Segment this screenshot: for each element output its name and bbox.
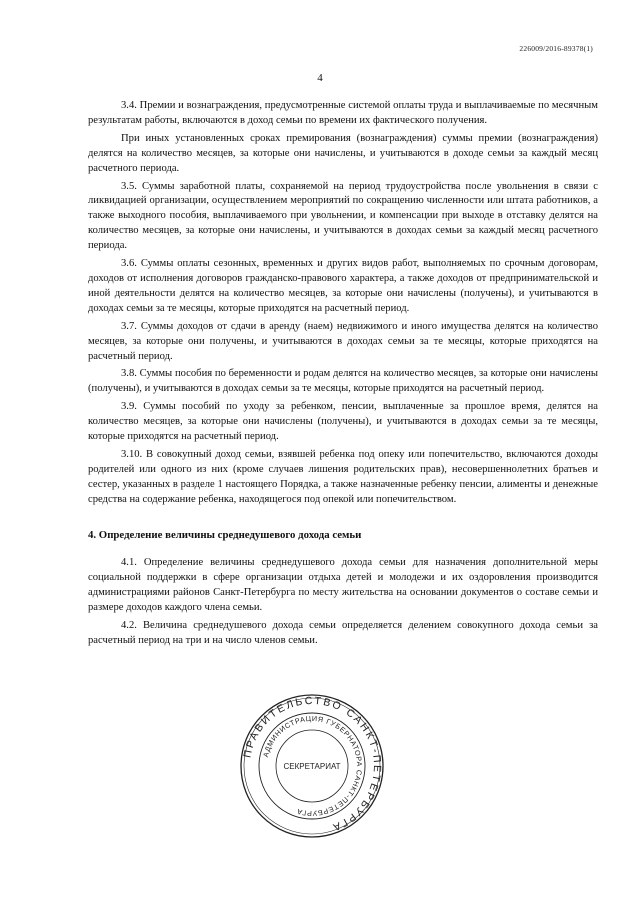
paragraph-3-9: 3.9. Суммы пособий по уходу за ребенком, пенсии, выплаченные за прошлое время, делятся на количество месяцев, за которые они начислены (получены), и учитываются в доходах семьи за те месяцы, которые приходятся на расчетный период. (88, 401, 598, 443)
paragraph-3-8: 3.8. Суммы пособия по беременности и родам делятся на количество месяцев, за которые они начислены (получены), и учитываются в доходах семьи за те месяцы, которые приходятся на расчетный период. (88, 368, 598, 395)
paragraph-4-2: 4.2. Величина среднедушевого дохода семьи определяется делением совокупного дохода семьи за расчетный период на три и на число членов семьи. (88, 620, 598, 646)
section-heading: 4. Определение величины среднедушевого дохода семьи (88, 528, 362, 541)
page-number: 4 (317, 72, 323, 84)
stamp-center-text: СЕКРЕТАРИАТ (283, 762, 341, 771)
paragraph-3-7: 3.7. Суммы доходов от сдачи в аренду (наем) недвижимого и иного имущества делятся на количество месяцев, за которые они получены, и учитываются в доходах семьи за те месяцы, которые приходятся на расчетный период. (88, 320, 598, 362)
stamp-outer-text: ПРАВИТЕЛЬСТВО САНКТ-ПЕТЕРБУРГА (241, 694, 384, 834)
document-id: 226009/2016-89378(1) (519, 44, 593, 53)
paragraph-3-10: 3.10. В совокупный доход семьи, взявшей ребенка под опеку или попечительство, включаются доходы родителей или одного из них (кроме случаев лишения родительских прав), несовершеннолетних братьев и сестер, указанных в разделе 1 настоящего Порядка, а также назначенные ребенку пенсии, алименты и денежные средства на содержание ребенка, находящегося под опекой или попечительством. (88, 448, 598, 505)
paragraph-3-5: 3.5. Суммы заработной платы, сохраняемой на период трудоустройства после увольнения в связи с ликвидацией организации, осуществлением мероприятий по сокращению численности или штата работников, а также выходного пособия, выплачиваемого при увольнении, и компенсации при выходе в отставку делятся на количество месяцев, за которые они начислены, и учитываются в доходах семьи за каждый месяц расчетного периода. (88, 180, 598, 252)
official-stamp (239, 693, 385, 839)
paragraph-4-1: 4.1. Определение величины среднедушевого дохода семьи для назначения дополнительной меры социальной поддержки в сфере организации отдыха детей и молодежи и их оздоровления производится администрациями районов Санкт-Петербурга по месту жительства на основании документов о составе семьи и размере доходов каждого члена семьи. (88, 557, 598, 614)
paragraph-3-4-extra: При иных установленных сроках премирования (вознаграждения) суммы премии (вознаграждения) делятся на количество месяцев, за которые они начислены, и учитываются в доходе семьи за каждый месяц расчетного периода. (88, 132, 598, 174)
stamp-inner-text: АДМИНИСТРАЦИЯ ГУБЕРНАТОРА САНКТ-ПЕТЕРБУРГА (260, 713, 365, 819)
paragraph-3-6: 3.6. Суммы оплаты сезонных, временных и других видов работ, выполняемых по срочным договорам, доходов от исполнения договоров гражданско-правового характера, а также доходов от предпринимательской и иной деятельности делятся на количество месяцев, за которые они начислены (получены), и учитываются в доходах семьи за те месяцы, которые приходятся на расчетный период. (88, 258, 598, 314)
paragraph-3-4: 3.4. Премии и вознаграждения, предусмотренные системой оплаты труда и выплачиваемые по месячным результатам работы, включаются в доход семьи по времени их фактического получения. (88, 100, 598, 126)
document-body (88, 99, 598, 652)
